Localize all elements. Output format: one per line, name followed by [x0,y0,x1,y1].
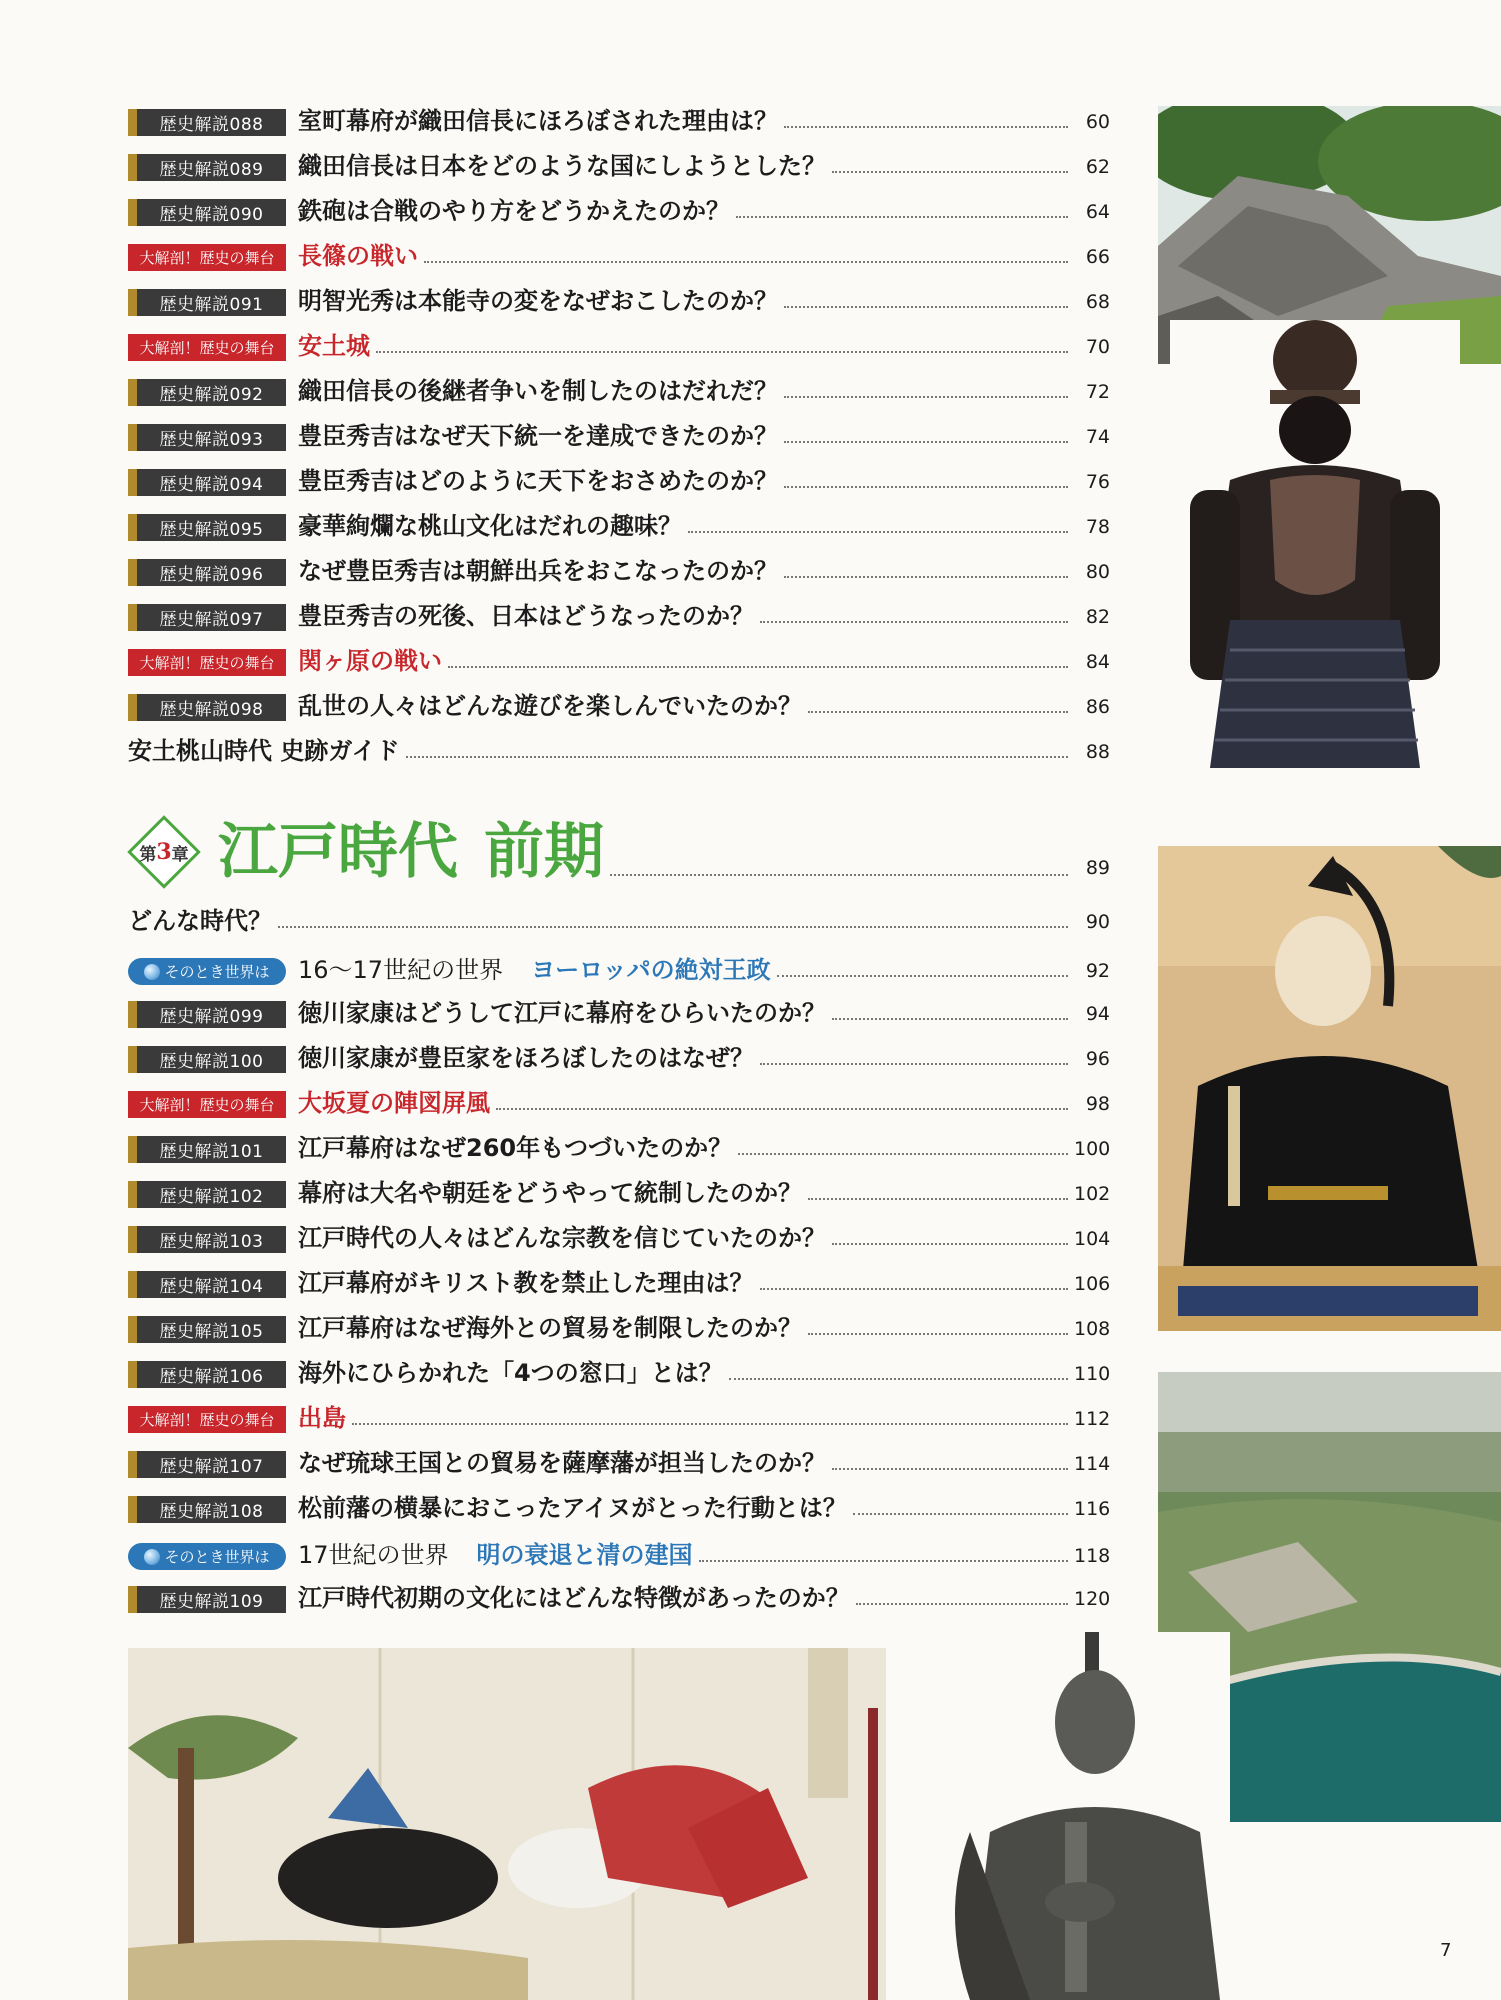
entry-page: 120 [1074,1588,1111,1610]
entry-tag: 大解剖！歴史の舞台 [128,649,286,676]
entry-title: 江戸幕府はなぜ海外との貿易を制限したのか？ [298,1314,802,1342]
entry-page: 98 [1085,1093,1110,1115]
leader-dots [688,530,1068,533]
entry-tag: 歴史解説101 [128,1136,286,1163]
chapter-heading[interactable] [128,808,1110,888]
entry-title: 織田信長は日本をどのような国にしようとした？ [298,152,826,180]
leader-dots [832,1017,1068,1020]
leader-dots [352,1422,1068,1425]
bronze-statue-photo [930,1632,1230,2000]
toc-entry[interactable] [128,556,1110,586]
entry-title: 海外にひらかれた「4つの窓口」とは？ [298,1359,723,1387]
entry-tag: 歴史解説095 [128,514,286,541]
leader-dots [784,485,1068,488]
entry-tag: 歴史解説104 [128,1271,286,1298]
entry-title: 豊臣秀吉はなぜ天下統一を達成できたのか？ [298,422,778,450]
leader-dots [808,710,1068,713]
entry-title: どんな時代？ [128,907,272,935]
entry-page: 62 [1085,156,1110,178]
entry-page: 118 [1074,1545,1111,1567]
toc-entry[interactable] [128,1540,1110,1570]
entry-page: 68 [1085,291,1110,313]
entry-page: 80 [1085,561,1110,583]
entry-page: 96 [1085,1048,1110,1070]
entry-page: 82 [1085,606,1110,628]
toc-entry[interactable] [128,511,1110,541]
entry-title: 松前藩の横暴におこったアイヌがとった行動とは？ [298,1494,847,1522]
toc-entry[interactable] [128,196,1110,226]
entry-tag: 大解剖！歴史の舞台 [128,244,286,271]
entry-title: 出島 [298,1404,346,1432]
entry-title: なぜ琉球王国との貿易を薩摩藩が担当したのか？ [298,1449,826,1477]
entry-title: 江戸時代の人々はどんな宗教を信じていたのか？ [298,1224,826,1252]
entry-title: 16〜17世紀の世界 ヨーロッパの絶対王政 [298,956,771,984]
toc-entry[interactable] [128,646,1110,676]
entry-page: 108 [1074,1318,1111,1340]
entry-title: 徳川家康が豊臣家をほろぼしたのはなぜ？ [298,1044,754,1072]
leader-dots [832,1242,1068,1245]
leader-dots [853,1512,1068,1515]
entry-title: 乱世の人々はどんな遊びを楽しんでいたのか？ [298,692,802,720]
toc-entry[interactable] [128,1133,1110,1163]
toc-entry[interactable] [128,466,1110,496]
toc-entry[interactable] [128,1583,1110,1613]
entry-tag: 歴史解説098 [128,694,286,721]
entry-page: 90 [1085,911,1110,933]
entry-title: 徳川家康はどうして江戸に幕府をひらいたのか？ [298,999,826,1027]
leader-dots [784,305,1068,308]
entry-page: 104 [1074,1228,1111,1250]
entry-title: 長篠の戦い [298,242,418,270]
leader-dots [738,1152,1068,1155]
entry-tag: そのとき世界は [128,1543,286,1570]
entry-tag: 大解剖！歴史の舞台 [128,334,286,361]
leader-dots [784,575,1068,578]
entry-title: 安土城 [298,332,370,360]
leader-dots [729,1377,1068,1380]
chapter-page: 89 [1085,857,1110,879]
toc-entry[interactable] [128,421,1110,451]
entry-title: 明智光秀は本能寺の変をなぜおこしたのか？ [298,287,778,315]
toc-entry[interactable] [128,1403,1110,1433]
leader-dots [736,215,1068,218]
toc-entry[interactable] [128,241,1110,271]
leader-dots [784,440,1068,443]
entry-page: 76 [1085,471,1110,493]
entry-title: 関ヶ原の戦い [298,647,442,675]
entry-page: 72 [1085,381,1110,403]
entry-tag: 大解剖！歴史の舞台 [128,1091,286,1118]
leader-dots [777,974,1068,977]
toc-entry[interactable] [128,1448,1110,1478]
leader-dots [376,350,1068,353]
toc-entry[interactable] [128,151,1110,181]
toc-entry[interactable] [128,736,1110,766]
toc-entry[interactable] [128,1043,1110,1073]
entry-tag: そのとき世界は [128,958,286,985]
entry-page: 70 [1085,336,1110,358]
entry-page: 92 [1085,960,1110,982]
entry-title: 室町幕府が織田信長にほろぼされた理由は？ [298,107,778,135]
entry-page: 74 [1085,426,1110,448]
entry-tag: 歴史解説093 [128,424,286,451]
toc-entry[interactable] [128,286,1110,316]
leader-dots [448,665,1068,668]
leader-dots [406,755,1068,758]
entry-tag: 歴史解説100 [128,1046,286,1073]
entry-page: 84 [1085,651,1110,673]
entry-tag: 歴史解説092 [128,379,286,406]
entry-page: 78 [1085,516,1110,538]
entry-tag: 歴史解説109 [128,1586,286,1613]
toc-entry[interactable] [128,1358,1110,1388]
toc-entry[interactable] [128,906,1110,936]
entry-tag: 歴史解説088 [128,109,286,136]
entry-page: 116 [1074,1498,1111,1520]
entry-page: 112 [1074,1408,1111,1430]
entry-page: 88 [1085,741,1110,763]
leader-dots [808,1197,1068,1200]
chapter-title: 江戸時代 前期 [218,817,604,887]
entry-tag: 歴史解説096 [128,559,286,586]
entry-title: なぜ豊臣秀吉は朝鮮出兵をおこなったのか？ [298,557,778,585]
toc-entry[interactable] [128,1178,1110,1208]
entry-page: 60 [1085,111,1110,133]
ieyasu-portrait-photo [1158,846,1501,1331]
entry-title: 17世紀の世界 明の衰退と清の建国 [298,1541,693,1569]
leader-dots [760,1062,1068,1065]
entry-tag: 歴史解説102 [128,1181,286,1208]
samurai-armor-photo [1170,320,1460,768]
leader-dots [832,1467,1068,1470]
toc-entry[interactable] [128,1223,1110,1253]
entry-title: 豊臣秀吉の死後、日本はどうなったのか？ [298,602,754,630]
toc-entry[interactable] [128,1268,1110,1298]
entry-tag: 歴史解説107 [128,1451,286,1478]
leader-dots [610,873,1068,876]
entry-title: 織田信長の後継者争いを制したのはだれだ？ [298,377,778,405]
entry-page: 100 [1074,1138,1111,1160]
entry-page: 86 [1085,696,1110,718]
entry-page: 114 [1074,1453,1111,1475]
entry-tag: 歴史解説099 [128,1001,286,1028]
entry-title: 江戸幕府がキリスト教を禁止した理由は？ [298,1269,754,1297]
toc-entry[interactable] [128,998,1110,1028]
entry-tag: 歴史解説097 [128,604,286,631]
entry-tag: 歴史解説089 [128,154,286,181]
entry-page: 106 [1074,1273,1111,1295]
leader-dots [496,1107,1068,1110]
leader-dots [784,125,1068,128]
entry-tag: 歴史解説090 [128,199,286,226]
entry-page: 64 [1085,201,1110,223]
leader-dots [424,260,1068,263]
leader-dots [784,395,1068,398]
leader-dots [278,925,1068,928]
entry-page: 102 [1074,1183,1111,1205]
entry-title: 江戸幕府はなぜ260年もつづいたのか？ [298,1134,733,1162]
leader-dots [808,1332,1068,1335]
toc-entry[interactable] [128,1313,1110,1343]
entry-title: 安土桃山時代 史跡ガイド [128,737,400,765]
leader-dots [699,1559,1068,1562]
entry-title: 幕府は大名や朝廷をどうやって統制したのか？ [298,1179,802,1207]
entry-tag: 歴史解説108 [128,1496,286,1523]
entry-title: 大坂夏の陣図屏風 [298,1089,490,1117]
entry-title: 鉄砲は合戦のやり方をどうかえたのか？ [298,197,730,225]
toc-entry[interactable] [128,106,1110,136]
entry-title: 豊臣秀吉はどのように天下をおさめたのか？ [298,467,778,495]
toc-entry[interactable] [128,955,1110,985]
entry-tag: 歴史解説094 [128,469,286,496]
chapter-badge: 第 3 章 [128,816,200,888]
toc-entry[interactable] [128,601,1110,631]
leader-dots [856,1602,1068,1605]
entry-page: 94 [1085,1003,1110,1025]
entry-tag: 大解剖！歴史の舞台 [128,1406,286,1433]
toc-entry[interactable] [128,691,1110,721]
toc-entry[interactable] [128,376,1110,406]
leader-dots [760,620,1068,623]
entry-tag: 歴史解説105 [128,1316,286,1343]
entry-title: 江戸時代初期の文化にはどんな特徴があったのか？ [298,1584,850,1612]
toc-entry[interactable] [128,1088,1110,1118]
globe-icon [144,964,160,980]
entry-title: 豪華絢爛な桃山文化はだれの趣味？ [298,512,682,540]
toc-entry[interactable] [128,331,1110,361]
leader-dots [760,1287,1068,1290]
globe-icon [144,1549,160,1565]
entry-page: 66 [1085,246,1110,268]
entry-page: 110 [1074,1363,1111,1385]
leader-dots [832,170,1068,173]
ukiyoe-battle-photo [128,1648,886,2000]
entry-tag: 歴史解説103 [128,1226,286,1253]
toc-entry[interactable] [128,1493,1110,1523]
page-number: 7 [1440,1940,1452,1961]
entry-tag: 歴史解説091 [128,289,286,316]
entry-tag: 歴史解説106 [128,1361,286,1388]
